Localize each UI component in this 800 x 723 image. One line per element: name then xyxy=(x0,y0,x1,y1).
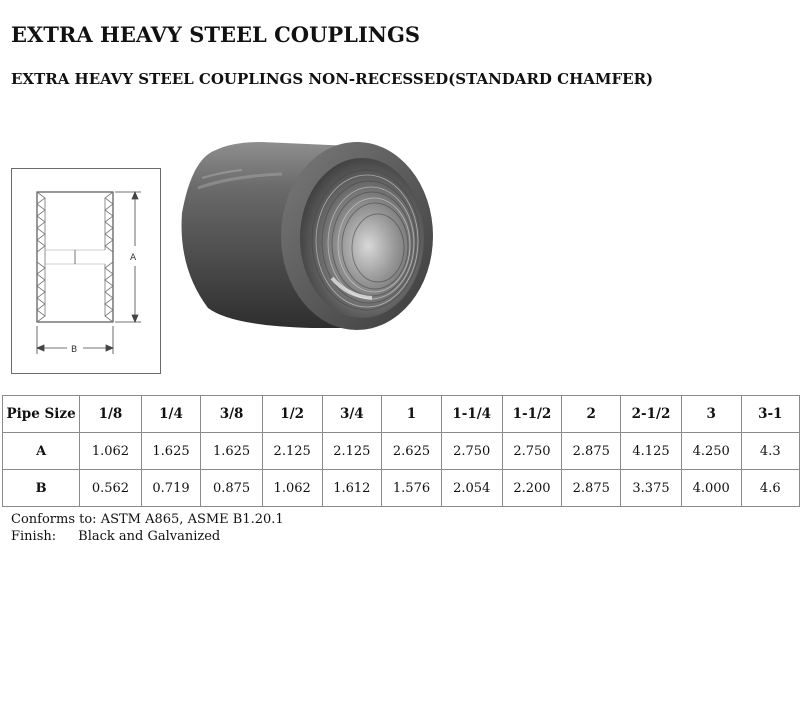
row-label: B xyxy=(3,470,80,507)
table-cell: 4.6 xyxy=(741,470,799,507)
dimension-a-label: A xyxy=(130,253,137,263)
pipe-size-header: Pipe Size xyxy=(3,396,80,433)
table-cell: 2.125 xyxy=(262,433,322,470)
conforms-line: Conforms to: ASTM A865, ASME B1.20.1 xyxy=(11,512,284,527)
finish-label: Finish: xyxy=(11,529,57,544)
spec-table xyxy=(2,395,800,507)
table-header-row xyxy=(3,396,800,433)
table-cell: 4.250 xyxy=(681,433,741,470)
table-cell: 0.875 xyxy=(201,470,262,507)
table-cell: 2.054 xyxy=(441,470,502,507)
table-cell: 1.062 xyxy=(262,470,322,507)
table-cell: 1.062 xyxy=(80,433,141,470)
table-cell: 2.750 xyxy=(441,433,502,470)
size-header-cell: 1-1/4 xyxy=(441,396,502,433)
size-header-cell: 1-1/2 xyxy=(502,396,562,433)
dimension-b-label: B xyxy=(71,345,78,355)
size-header-cell: 2-1/2 xyxy=(621,396,682,433)
table-cell: 4.000 xyxy=(681,470,741,507)
table-cell: 0.562 xyxy=(80,470,141,507)
table-cell: 1.576 xyxy=(382,470,442,507)
size-header-cell: 3/4 xyxy=(322,396,382,433)
size-header-cell: 1 xyxy=(382,396,442,433)
table-row-b xyxy=(3,470,800,507)
finish-value: Black and Galvanized xyxy=(78,529,221,544)
size-header-cell: 3 xyxy=(681,396,741,433)
table-cell: 2.125 xyxy=(322,433,382,470)
table-cell: 1.612 xyxy=(322,470,382,507)
size-header-cell: 3-1 xyxy=(741,396,799,433)
spec-notes xyxy=(11,511,284,545)
table-cell: 0.719 xyxy=(141,470,201,507)
table-cell: 1.625 xyxy=(201,433,262,470)
table-cell: 2.750 xyxy=(502,433,562,470)
row-label: A xyxy=(3,433,80,470)
table-cell: 2.875 xyxy=(562,470,621,507)
size-header-cell: 2 xyxy=(562,396,621,433)
table-cell: 4.3 xyxy=(741,433,799,470)
coupling-diagram xyxy=(11,168,161,374)
table-cell: 3.375 xyxy=(621,470,682,507)
size-header-cell: 1/4 xyxy=(141,396,201,433)
size-header-cell: 1/2 xyxy=(262,396,322,433)
table-cell: 1.625 xyxy=(141,433,201,470)
coupling-photo xyxy=(172,128,438,338)
size-header-cell: 3/8 xyxy=(201,396,262,433)
finish-line xyxy=(11,528,284,545)
table-cell: 2.625 xyxy=(382,433,442,470)
table-cell: 2.200 xyxy=(502,470,562,507)
size-header-cell: 1/8 xyxy=(80,396,141,433)
page-title: EXTRA HEAVY STEEL COUPLINGS xyxy=(11,22,421,47)
table-row-a xyxy=(3,433,800,470)
table-cell: 4.125 xyxy=(621,433,682,470)
table-cell: 2.875 xyxy=(562,433,621,470)
page-subtitle: EXTRA HEAVY STEEL COUPLINGS NON-RECESSED(STANDARD CHAMFER) xyxy=(11,70,654,88)
